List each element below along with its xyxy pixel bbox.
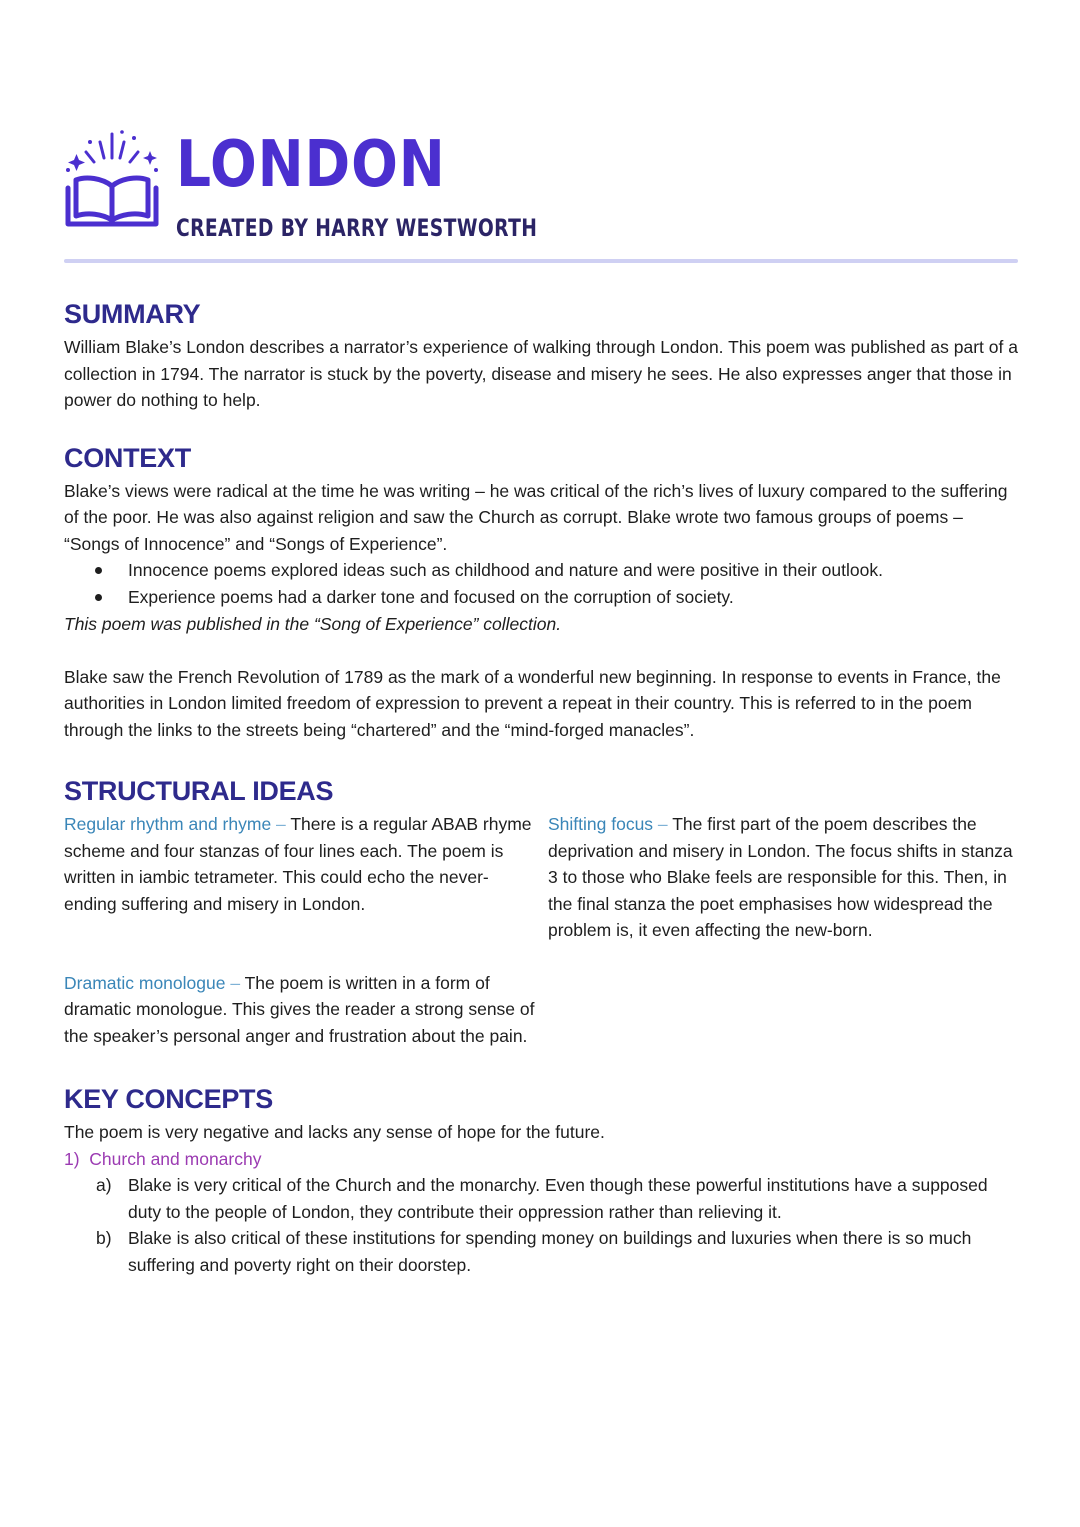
structural-text: The poem is written in a form of dramatic monologue. This gives the reader a strong sense of the speaker’s personal anger and frustration about the pain. bbox=[64, 972, 535, 1046]
concept-points bbox=[64, 1172, 1018, 1278]
key-concepts-intro: The poem is very negative and lacks any sense of hope for the future. bbox=[64, 1122, 605, 1142]
list-item: Experience poems had a darker tone and focused on the corruption of society. bbox=[64, 584, 1018, 611]
structural-columns bbox=[64, 811, 1018, 944]
structural-term: Regular rhythm and rhyme bbox=[64, 814, 272, 834]
key-concepts-heading: KEY CONCEPTS bbox=[64, 1084, 273, 1114]
summary-text: William Blake’s London describes a narrator’s experience of walking through London. This poem was published as part of a collection in 1794. The narrator is stuck by the poverty, disease and misery he sees. He also expresses anger that those in power do nothing to help. bbox=[64, 337, 1018, 410]
structural-text: The first part of the poem describes the deprivation and misery in London. The focus shifts in stanza 3 to those who Blake feels are responsible for this. Then, in the final stanza the poet emphasises how widespread the problem is, it even affecting the new-born. bbox=[548, 814, 1013, 940]
header-divider bbox=[64, 259, 1018, 263]
list-item: Innocence poems explored ideas such as childhood and nature and were positive in their outlook. bbox=[64, 557, 1018, 584]
structural-ideas-section bbox=[64, 773, 1018, 1049]
list-item: a) Blake is very critical of the Church and the monarchy. Even though these powerful institutions have a supposed duty to the people of London, they contribute their oppression rather than relieving it. bbox=[96, 1175, 988, 1222]
bullet-icon bbox=[95, 594, 102, 601]
summary-heading: SUMMARY bbox=[64, 299, 201, 329]
document-header bbox=[64, 128, 1024, 248]
structural-item: Dramatic monologue – The poem is written in a form of dramatic monologue. This gives the reader a strong sense of the speaker’s personal anger and frustration about the pain. bbox=[64, 972, 535, 1046]
list-item: b) Blake is also critical of these institutions for spending money on buildings and luxuries when there is so much suffering and poverty right on their doorstep. bbox=[96, 1228, 972, 1275]
concept-title: 1) Church and monarchy bbox=[64, 1148, 262, 1169]
context-heading: CONTEXT bbox=[64, 442, 191, 473]
structural-term: Dramatic monologue bbox=[64, 972, 226, 993]
context-bullet-list bbox=[64, 557, 1018, 611]
document-author: CREATED BY HARRY WESTWORTH bbox=[176, 214, 538, 242]
bullet-icon bbox=[95, 567, 102, 574]
document-content bbox=[64, 296, 1018, 1278]
structural-item: Regular rhythm and rhyme – There is a regular ABAB rhyme scheme and four stanzas of four lines each. The poem is written in iambic tetrameter. This could echo the never-ending suffering and misery in London. bbox=[64, 814, 532, 914]
structural-text: There is a regular ABAB rhyme scheme and four stanzas of four lines each. The poem is written in iambic tetrameter. This could echo the never-ending suffering and misery in London. bbox=[64, 814, 532, 914]
open-book-sparkle-icon bbox=[64, 128, 160, 228]
context-revolution-text: Blake saw the French Revolution of 1789 as the mark of a wonderful new beginning. In response to events in France, the authorities in London limited freedom of expression to prevent a repeat in their country. This is referred to in the poem through the links to the streets being “chartered” and the “mind-forged manacles”. bbox=[64, 666, 1001, 740]
structural-heading: STRUCTURAL IDEAS bbox=[64, 776, 334, 806]
context-intro: Blake’s views were radical at the time he was writing – he was critical of the rich’s lives of luxury compared to the suffering of the poor. He was also against religion and saw the Church as corrupt. Blake wrote two famous groups of poems – “Songs of Innocence” and “Songs of Experience”. bbox=[64, 480, 1008, 554]
summary-section bbox=[64, 296, 1018, 414]
context-section bbox=[64, 440, 1018, 744]
context-note: This poem was published in the “Song of Experience” collection. bbox=[64, 614, 562, 634]
document-title: LONDON bbox=[176, 128, 446, 202]
key-concepts-section bbox=[64, 1081, 1018, 1278]
structural-term: Shifting focus bbox=[548, 814, 654, 834]
structural-item: Shifting focus – The first part of the poem describes the deprivation and misery in London. The focus shifts in stanza 3 to those who Blake feels are responsible for this. Then, in the final stanza the poet emphasises how widespread the problem is, it even affecting the new-born. bbox=[548, 814, 1013, 940]
